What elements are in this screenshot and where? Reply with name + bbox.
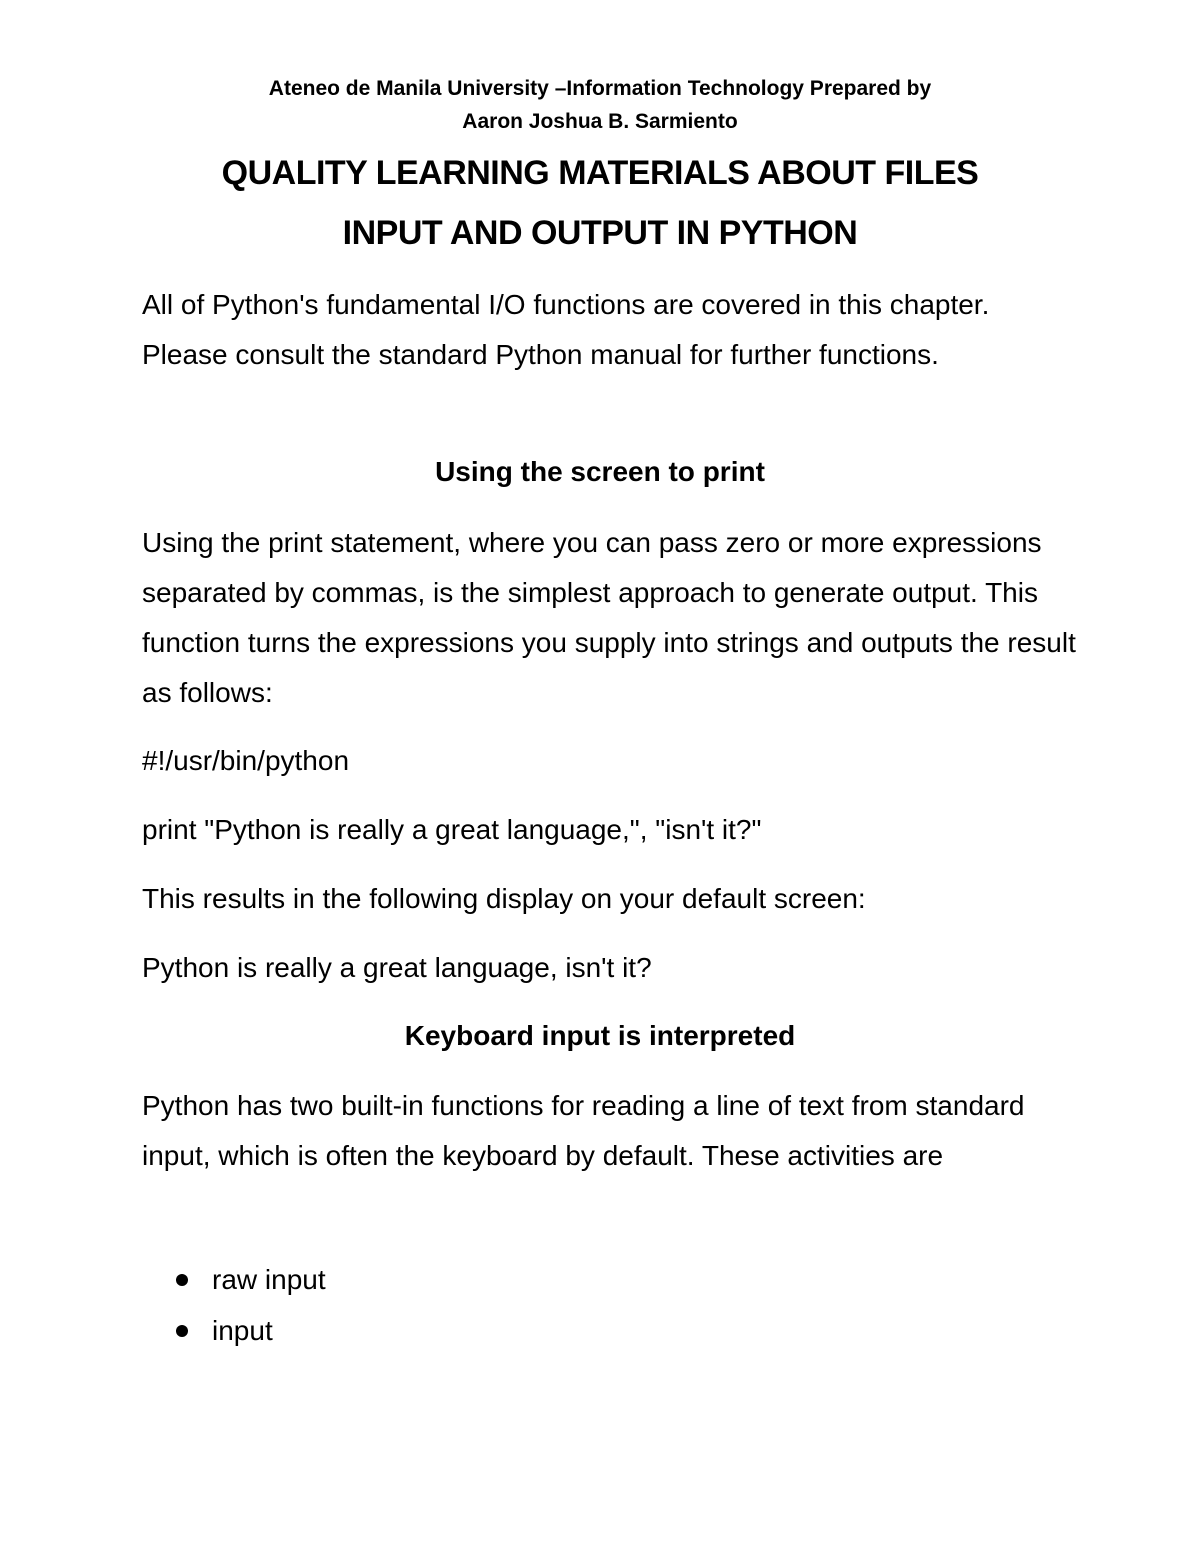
list-item-label: input (212, 1315, 273, 1346)
result-intro: This results in the following display on your default screen: (142, 883, 866, 914)
header-author: Aaron Joshua B. Sarmiento (462, 110, 738, 133)
title-line-1: QUALITY LEARNING MATERIALS ABOUT FILES (221, 154, 979, 192)
title-line-2: INPUT AND OUTPUT IN PYTHON (342, 214, 858, 252)
input-functions-list (142, 1254, 326, 1356)
code-shebang: #!/usr/bin/python (142, 745, 350, 776)
bullet-icon (176, 1325, 188, 1337)
list-item-label: raw input (212, 1264, 326, 1295)
result-output: Python is really a great language, isn't it? (142, 952, 652, 983)
input-paragraph: Python has two built-in functions for reading a line of text from standard input, which is often the keyboard by default. These activities are (142, 1090, 1025, 1171)
document-title (0, 143, 1200, 263)
code-print-statement: print "Python is really a great language,", "isn't it?" (142, 814, 762, 845)
print-paragraph: Using the print statement, where you can pass zero or more expressions separated by commas, is the simplest approach to generate output. This function turns the expressions you supply into strings and outputs the result as follows: (142, 527, 1076, 708)
section-heading-print: Using the screen to print (435, 456, 765, 487)
document-header (0, 72, 1200, 138)
header-institution: Ateneo de Manila University –Information Technology Prepared by (268, 77, 932, 100)
list-item (142, 1305, 326, 1356)
list-item (142, 1254, 326, 1305)
bullet-icon (176, 1274, 188, 1286)
intro-paragraph: All of Python's fundamental I/O functions are covered in this chapter. Please consult the standard Python manual for further functions. (142, 289, 990, 370)
section-heading-input: Keyboard input is interpreted (404, 1020, 796, 1051)
